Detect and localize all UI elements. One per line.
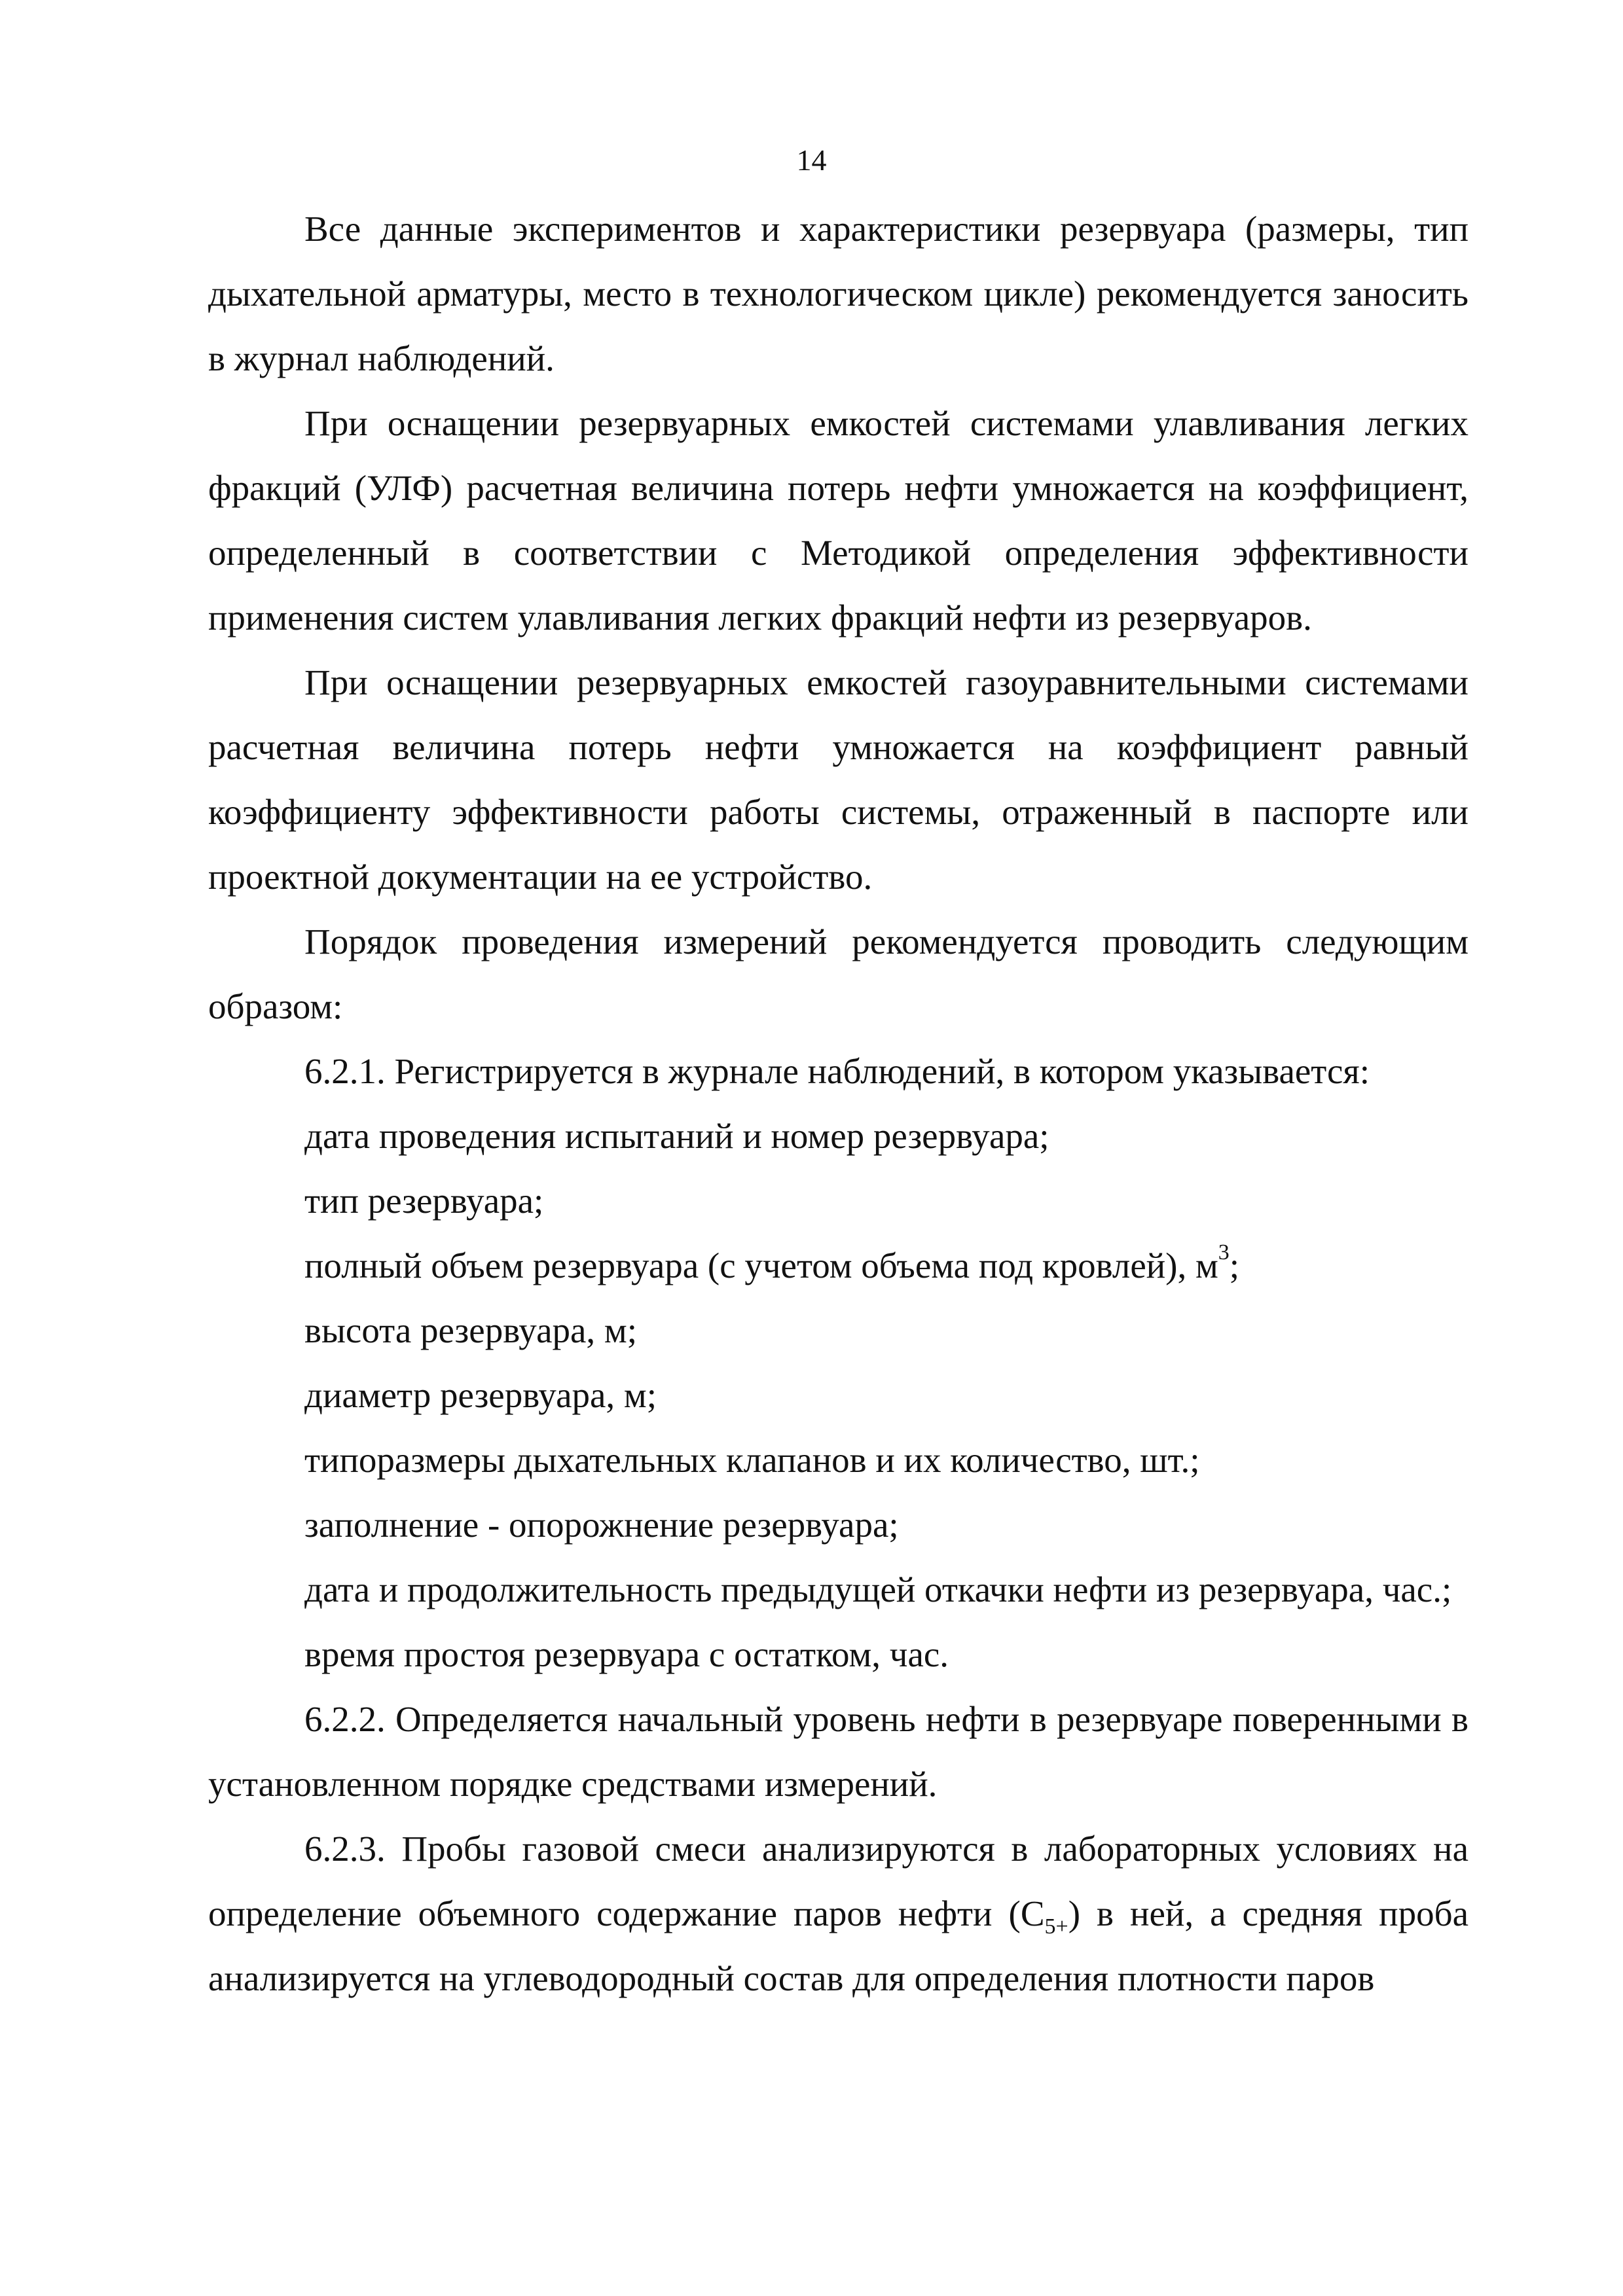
list-item-tank-height: высота резервуара, м;	[304, 1310, 637, 1350]
section-6-2-3-after: ) в ней, а средняя проба анализируется на углеводородный состав для определения плотности паров	[208, 1893, 1468, 1998]
paragraph-gas-equalizing: При оснащении резервуарных емкостей газоуравнительными системами расчетная величина потерь нефти умножается на коэффициент равный коэффициенту эффективности работы системы, отраженный в паспорте или проектной документации на ее устройство.	[208, 662, 1468, 897]
list-item-fill-empty: заполнение - опорожнение резервуара;	[304, 1505, 899, 1545]
cubic-superscript: 3	[1218, 1240, 1230, 1265]
list-item-previous-pumping: дата и продолжительность предыдущей откачки нефти из резервуара, час.;	[304, 1570, 1452, 1609]
list-item-tank-type: тип резервуара;	[304, 1181, 544, 1221]
list-item-tank-volume	[208, 1233, 1468, 1298]
paragraph-journal-recording: Все данные экспериментов и характеристики резервуара (размеры, тип дыхательной арматуры, место в технологическом цикле) рекомендуется заносить в журнал наблюдений.	[208, 209, 1468, 378]
c5-subscript: 5+	[1044, 1914, 1068, 1939]
list-item-idle-time: время простоя резервуара с остатком, час.	[304, 1634, 949, 1674]
section-6-2-3-before: 6.2.3. Пробы газовой смеси анализируются в лабораторных условиях на определение объемного содержание паров нефти (С	[208, 1829, 1468, 1933]
document-body	[208, 196, 1468, 2011]
paragraph-vapor-recovery: При оснащении резервуарных емкостей системами улавливания легких фракций (УЛФ) расчетная величина потерь нефти умножается на коэффициент, определенный в соответствии с Методикой определения эффективности применения систем улавливания легких фракций нефти из резервуаров.	[208, 403, 1468, 637]
section-6-2-1-intro: 6.2.1. Регистрируется в журнале наблюдений, в котором указывается:	[304, 1051, 1370, 1091]
section-6-2-3	[208, 1816, 1468, 2011]
page-number: 14	[796, 143, 827, 177]
list-item-tank-diameter: диаметр резервуара, м;	[304, 1375, 657, 1415]
paragraph-measurement-order: Порядок проведения измерений рекомендуется проводить следующим образом:	[208, 922, 1468, 1026]
list-item-valve-sizes: типоразмеры дыхательных клапанов и их количество, шт.;	[304, 1440, 1200, 1480]
section-6-2-2: 6.2.2. Определяется начальный уровень нефти в резервуаре поверенными в установленном порядке средствами измерений.	[208, 1699, 1468, 1804]
tank-volume-end: ;	[1229, 1246, 1240, 1285]
tank-volume-text: полный объем резервуара (с учетом объема под кровлей), м	[304, 1246, 1218, 1285]
list-item-test-date: дата проведения испытаний и номер резервуара;	[304, 1116, 1049, 1156]
